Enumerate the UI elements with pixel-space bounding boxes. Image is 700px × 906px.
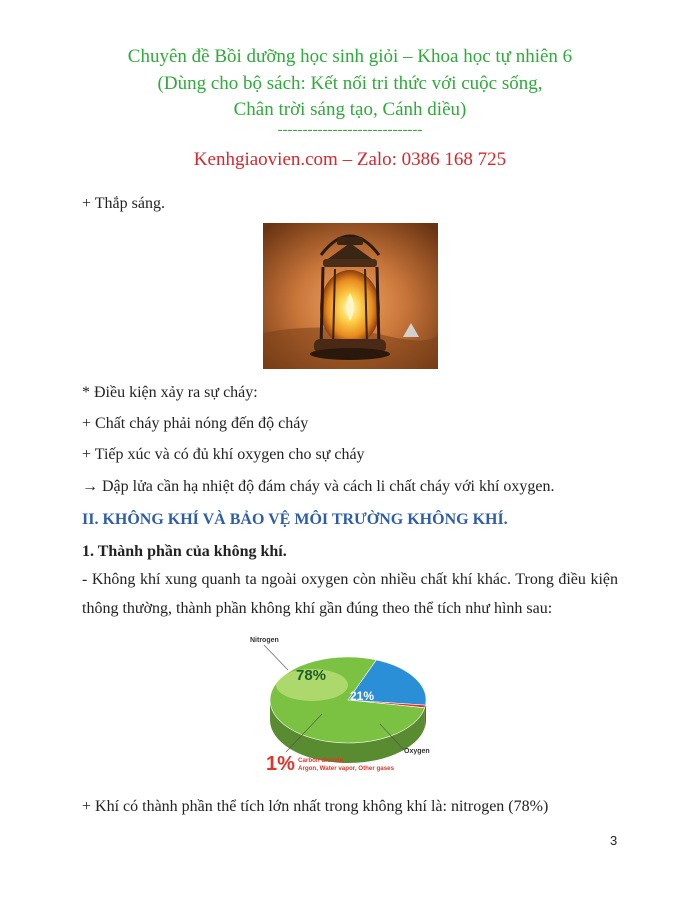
- lighting-item: + Thắp sáng.: [82, 195, 165, 212]
- header-title: Chuyên đề Bồi dưỡng học sinh giỏi – Khoa học tự nhiên 6: [127, 46, 573, 67]
- label-oxygen-value: 21%: [350, 689, 375, 703]
- label-other-line1: Carbon dioxide,: [298, 757, 345, 764]
- page-number: 3: [610, 833, 618, 848]
- header-divider: -----------------------------: [277, 122, 423, 138]
- lantern-image: [263, 223, 438, 369]
- label-oxygen: Oxygen: [404, 748, 430, 755]
- extinguish-note: → Dập lửa cần hạ nhiệt độ đám cháy và cách li chất cháy với khí oxygen.: [82, 478, 555, 495]
- label-nitrogen-value: 78%: [296, 667, 327, 684]
- subsection-heading: 1. Thành phần của không khí.: [82, 543, 287, 560]
- header-subtitle-2: Chân trời sáng tạo, Cánh diều): [233, 99, 467, 120]
- condition-item-1: + Chất cháy phải nóng đến độ cháy: [82, 415, 309, 432]
- pie-side-other: [425, 705, 426, 728]
- conditions-title: * Điều kiện xảy ra sự cháy:: [82, 384, 258, 401]
- air-composition-chart: [250, 630, 450, 780]
- header-subtitle: (Dùng cho bộ sách: Kết nối tri thức với cuộc sống,: [157, 73, 543, 94]
- label-other-line2: Argon, Water vapor, Other gases: [298, 765, 395, 772]
- label-other-value: 1%: [266, 753, 295, 775]
- label-nitrogen: Nitrogen: [250, 637, 279, 644]
- header-contact: Kenhgiaovien.com – Zalo: 0386 168 725: [193, 149, 507, 170]
- leader-nitrogen: [264, 645, 288, 670]
- condition-item-2: + Tiếp xúc và có đủ khí oxygen cho sự cháy: [82, 446, 365, 463]
- air-composition-paragraph: - Không khí xung quanh ta ngoài oxygen còn nhiều chất khí khác. Trong điều kiện thông thường, thành phần không khí gần đúng theo thể tích như hình sau:: [82, 571, 618, 617]
- conclusion-text: + Khí có thành phần thể tích lớn nhất trong không khí là: nitrogen (78%): [82, 798, 549, 815]
- section-heading: II. KHÔNG KHÍ VÀ BẢO VỆ MÔI TRƯỜNG KHÔNG KHÍ.: [82, 511, 508, 528]
